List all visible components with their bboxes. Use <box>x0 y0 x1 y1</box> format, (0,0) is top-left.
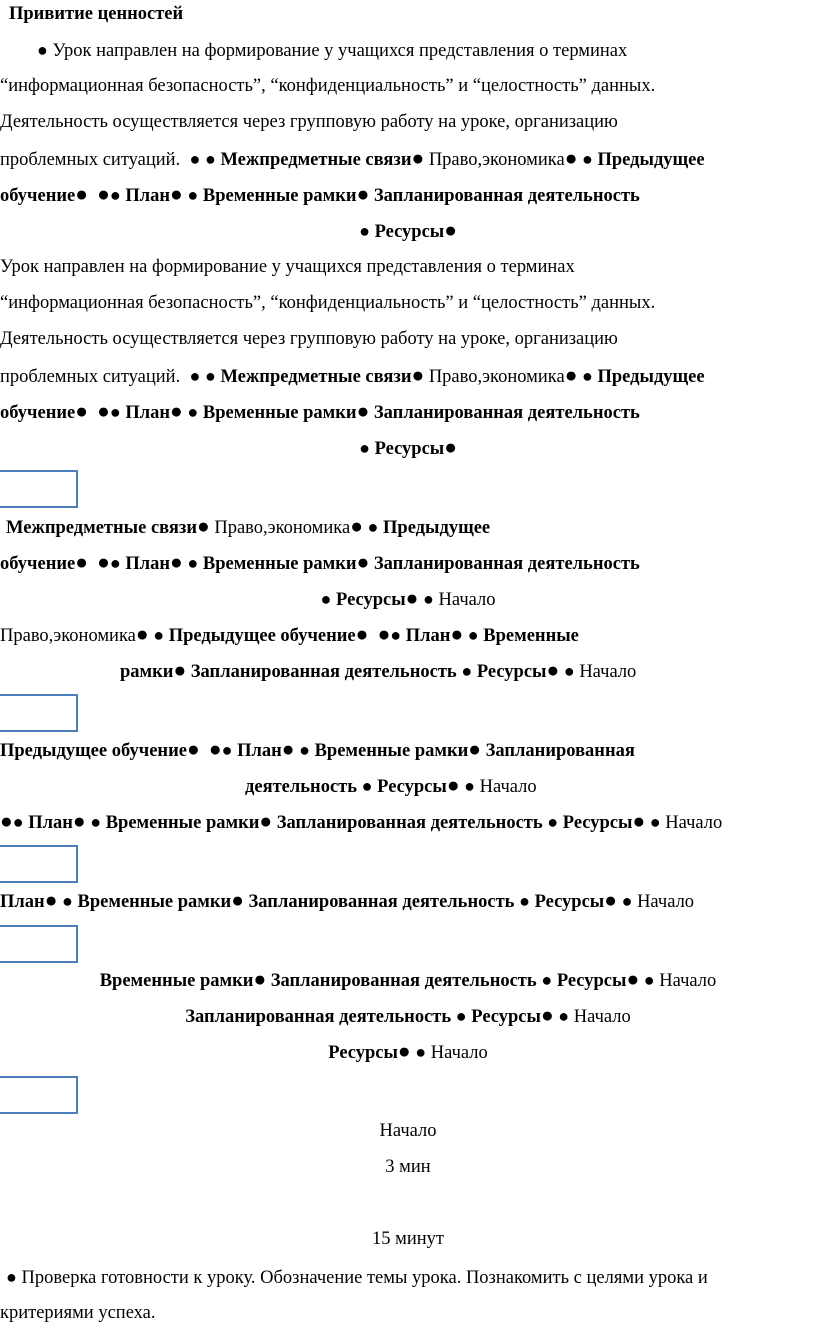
section-title: Привитие ценностей <box>9 4 184 24</box>
time-start: Начало <box>379 1121 437 1141</box>
paragraph-line: проблемных ситуаций. ● ● Межпредметные связи● Право,экономика● ● Предыдущее <box>0 363 705 387</box>
paragraph-line: Урок направлен на формирование у учащихся представления о терминах <box>0 257 575 277</box>
time-duration: 3 мин <box>385 1157 431 1177</box>
text-box <box>0 470 78 508</box>
paragraph-line: “информационная безопасность”, “конфиденциальность” и “целостность” данных. <box>0 76 656 96</box>
paragraph-line: ● Ресурсы● ● Начало <box>320 586 496 610</box>
paragraph-line: Деятельность осуществляется через групповую работу на уроке, организацию <box>0 329 618 349</box>
paragraph-line: обучение● ●● План● ● Временные рамки● Запланированная деятельность <box>0 399 640 423</box>
paragraph-line: критериями успеха. <box>0 1303 156 1323</box>
paragraph-line: ● Урок направлен на формирование у учащихся представления о терминах <box>37 40 628 61</box>
text-box <box>0 694 78 732</box>
paragraph-line: обучение● ●● План● ● Временные рамки● Запланированная деятельность <box>0 182 640 206</box>
text-box <box>0 845 78 883</box>
paragraph-line: Право,экономика● ● Предыдущее обучение● ●● План● ● Временные <box>0 622 579 646</box>
paragraph-line: Временные рамки● Запланированная деятельность ● Ресурсы● ● Начало <box>99 967 717 991</box>
paragraph-line: Запланированная деятельность ● Ресурсы● ● Начало <box>185 1003 631 1027</box>
paragraph-line: ● Проверка готовности к уроку. Обозначение темы урока. Познакомить с целями урока и <box>6 1267 708 1288</box>
paragraph-line: рамки● Запланированная деятельность ● Ресурсы● ● Начало <box>120 658 637 682</box>
text-box <box>0 925 78 963</box>
paragraph-line: Межпредметные связи● Право,экономика● ● Предыдущее <box>6 514 491 538</box>
paragraph-line: ● Ресурсы● <box>359 435 457 459</box>
paragraph-line: ●● План● ● Временные рамки● Запланированная деятельность ● Ресурсы● ● Начало <box>0 809 723 833</box>
text-box <box>0 1076 78 1114</box>
paragraph-line: Предыдущее обучение● ●● План● ● Временные рамки● Запланированная <box>0 737 635 761</box>
paragraph-line: ● Ресурсы● <box>359 218 457 242</box>
paragraph-line: деятельность ● Ресурсы● ● Начало <box>245 773 537 797</box>
paragraph-line: План● ● Временные рамки● Запланированная деятельность ● Ресурсы● ● Начало <box>0 888 695 912</box>
paragraph-line: проблемных ситуаций. ● ● Межпредметные связи● Право,экономика● ● Предыдущее <box>0 146 705 170</box>
paragraph-line: Ресурсы● ● Начало <box>328 1039 488 1063</box>
paragraph-line: “информационная безопасность”, “конфиденциальность” и “целостность” данных. <box>0 293 656 313</box>
paragraph-line: Деятельность осуществляется через групповую работу на уроке, организацию <box>0 112 618 132</box>
time-duration-total: 15 минут <box>372 1229 444 1249</box>
paragraph-line: обучение● ●● План● ● Временные рамки● Запланированная деятельность <box>0 550 640 574</box>
